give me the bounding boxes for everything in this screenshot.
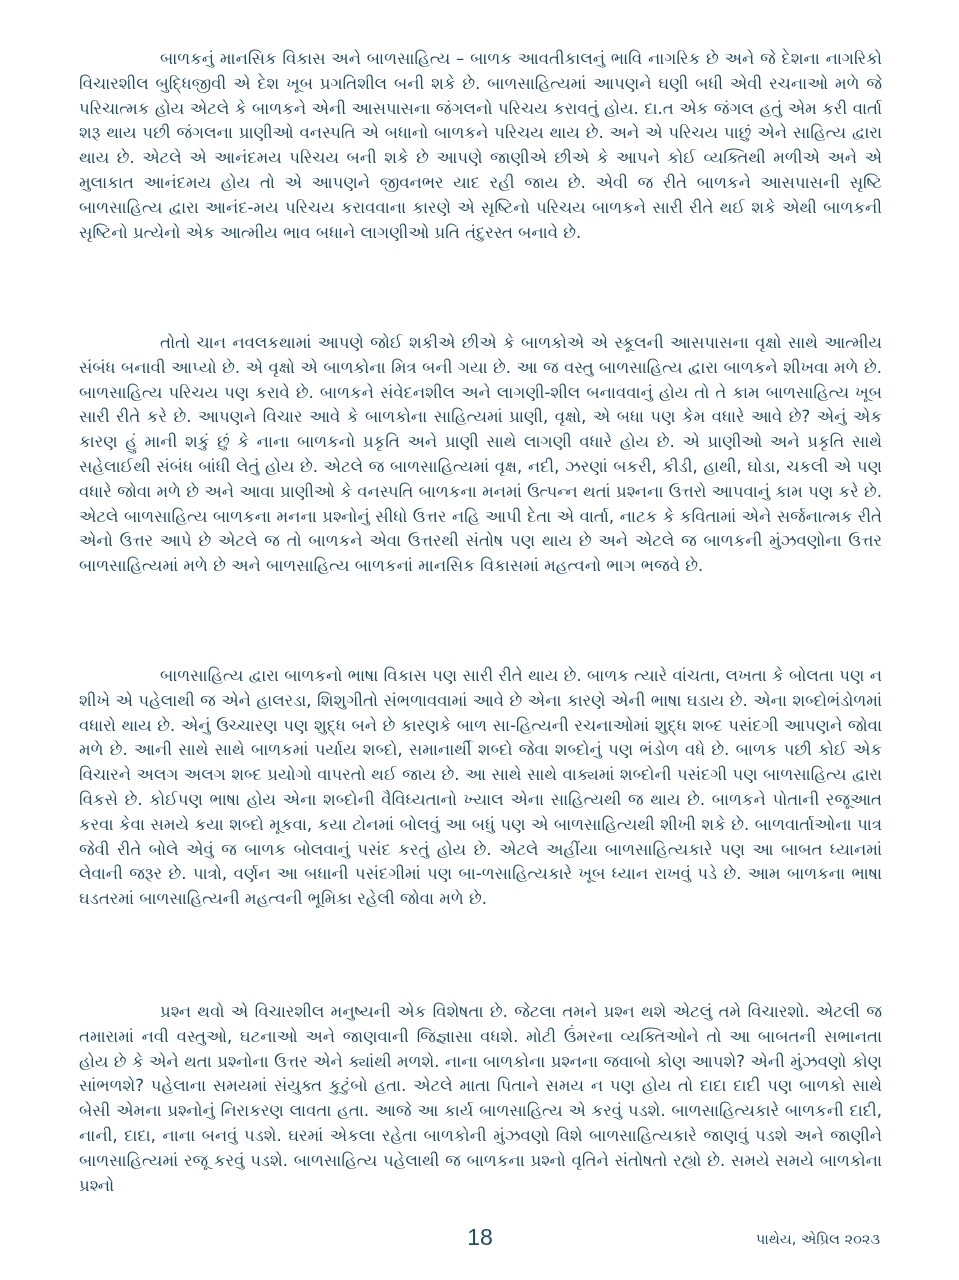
body-paragraph-2: તોતો ચાન નવલકથામાં આપણે જોઈ શકીએ છીએ કે બાળકોએ એ સ્કૂલની આસપાસના વૃક્ષો સાથે આત્મીય સંબંધ બનાવી આપ્યો છે. એ વૃક્ષો એ બાળકોના મિત્ર બની ગયા છે. આ જ વસ્તુ બાળસાહિત્ય દ્વારા બાળકને શીખવા મળે છે. બાળસાહિત્ય પરિચય પણ કરાવે છે. બાળકને સંવેદનશીલ અને લાગણી-શીલ બનાવવાનું હોય તો તે કામ બાળસાહિત્ય ખૂબ સારી રીતે કરે છે. આપણને વિચાર આવે કે બાળકોના સાહિત્યમાં પ્રાણી, વૃક્ષો, એ બધા પણ કેમ વધારે આવે છે? એનું એક કારણ હું માની શકું છું કે નાના બાળકનો પ્રકૃતિ અને પ્રાણી સાથે લાગણી વધારે હોય છે. એ પ્રાણીઓ અને પ્રકૃતિ સાથે સહેલાઈથી સંબંધ બાંધી લેતું હોય છે. એટલે જ બાળસાહિત્યમાં વૃક્ષ, નદી, ઝરણાં બકરી, કીડી, હાથી, ઘોડા, ચકલી એ પણ વધારે જોવા મળે છે અને આવા પ્રાણીઓ કે વનસ્પતિ બાળકના મનમાં ઉત્પન્ન થતાં પ્રશ્નના ઉત્તરો આપવાનું કામ પણ કરે છે. એટલે બાળસાહિત્ય બાળકના મનના પ્રશ્નોનું સીધો ઉત્તર નહિ આપી દેતા એ વાર્તા, નાટક કે કવિતામાં એને સર્જનાત્મક રીતે એનો ઉત્તર આપે છે એટલે જ તો બાળકને એવા ઉત્તરથી સંતોષ પણ થાય છે અને એટલે જ બાળકની મુંઝવણોના ઉત્તર બાળસાહિત્યમાં મળે છે અને બાળસાહિત્ય બાળકનાં માનસિક વિકાસમાં મહત્વનો ભાગ ભજવે છે. (79, 333, 882, 576)
body-paragraph-1: બાળકનું માનસિક વિકાસ અને બાળસાહિત્ય – બાળક આવતીકાલનું ભાવિ નાગરિક છે અને જે દેશના નાગરિકો વિચારશીલ બુદ્ધિજીવી એ દેશ ખૂબ પ્રગતિશીલ બની શકે છે. બાળસાહિત્યમાં આપણને ઘણી બધી એવી રચનાઓ મળે જે પરિચાત્મક હોય એટલે કે બાળકને એની આસપાસના જંગલનો પરિચય કરાવતું હોય. દા.ત એક જંગલ હતું એમ કરી વાર્તા શરૂ થાય પછી જંગલના પ્રાણીઓ વનસ્પતિ એ બધાનો બાળકને પરિચય થાય છે. અને એ પરિચય પાછું એને સાહિત્ય દ્વારા થાય છે. એટલે એ આનંદમય પરિચય બની શકે છે આપણે જાણીએ છીએ કે આપને કોઈ વ્યક્તિથી મળીએ અને એ મુલાકાત આનંદમય હોય તો એ આપણને જીવનભર યાદ રહી જાય છે. એવી જ રીતે બાળકને આસપાસની સૃષ્ટિ બાળસાહિત્ય દ્વારા આનંદ-મય પરિચય કરાવવાના કારણે એ સૃષ્ટિનો પરિચય બાળકને સારી રીતે થઈ શકે એથી બાળકની સૃષ્ટિનો પ્રત્યેનો એક આત્મીય ભાવ બધાને લાગણીઓ પ્રતિ તંદુરસ્ત બનાવે છે. (79, 49, 882, 242)
body-paragraph-4: પ્રશ્ન થવો એ વિચારશીલ મનુષ્યની એક વિશેષતા છે. જેટલા તમને પ્રશ્ન થશે એટલું તમે વિચારશો. એટલી જ તમારામાં નવી વસ્તુઓ, ઘટનાઓ અને જાણવાની જિજ્ઞાસા વધશે. મોટી ઉંમરના વ્યક્તિઓને તો આ બાબતની સભાનતા હોય છે કે એને થતા પ્રશ્નોના ઉત્તર એને ક્યાંથી મળશે. નાના બાળકોના પ્રશ્નના જવાબો કોણ આપશે? એની મુંઝવણો કોણ સાંભળશે? પહેલાના સમયમાં સંયુક્ત કુટુંબો હતા. એટલે માતા પિતાને સમય ન પણ હોય તો દાદા દાદી પણ બાળકો સાથે બેસી એમના પ્રશ્નોનું નિરાકરણ લાવતા હતા. આજે આ કાર્ય બાળસાહિત્ય એ કરવું પડશે. બાળસાહિત્યકારે બાળકની દાદી, નાની, દાદા, નાના બનવું પડશે. ઘરમાં એકલા રહેતા બાળકોની મુંઝવણો વિશે બાળસાહિત્યકારે જાણવું પડશે અને જાણીને બાળસાહિત્યમાં રજૂ કરવું પડશે. બાળસાહિત્ય પહેલાથી જ બાળકના પ્રશ્નો વૃતિને સંતોષતો રહ્યો છે. સમયે સમયે બાળકોના પ્રશ્નો (79, 1002, 882, 1195)
footer-publication-date: પાથેય, એપ્રિલ ૨૦૨૩ (755, 1232, 880, 1248)
body-paragraph-3: બાળસાહિત્ય દ્વારા બાળકનો ભાષા વિકાસ પણ સારી રીતે થાય છે. બાળક ત્યારે વાંચતા, લખતા કે બોલતા પણ ન શીખે એ પહેલાથી જ એને હાલરડા, શિશુગીતો સંભળાવવામાં આવે છે એના કારણે એની ભાષા ઘડાય છે. એના શબ્દોભંડોળમાં વધારો થાય છે. એનું ઉચ્ચારણ પણ શુદ્ધ બને છે કારણકે બાળ સા-હિત્યની રચનાઓમાં શુદ્ધ શબ્દ પસંદગી આપણને જોવા મળે છે. આની સાથે સાથે બાળકમાં પર્યાય શબ્દો, સમાનાર્થી શબ્દો જેવા શબ્દોનું પણ ભંડોળ વધે છે. બાળક પછી કોઈ એક વિચારને અલગ અલગ શબ્દ પ્રયોગો વાપરતો થઈ જાય છે. આ સાથે સાથે વાક્યમાં શબ્દોની પસંદગી પણ બાળસાહિત્ય દ્વારા વિકસે છે. કોઈપણ ભાષા હોય એના શબ્દોની વૈવિધ્યતાનો ખ્યાલ એના સાહિત્યથી જ થાય છે. બાળકને પોતાની રજૂઆત કરવા કેવા સમયે કયા શબ્દો મૂકવા, કયા ટોનમાં બોલવું આ બધું પણ એ બાળસાહિત્યથી શીખી શકે છે. બાળવાર્તાઓના પાત્ર જેવી રીતે બોલે એવું જ બાળક બોલવાનું પસંદ કરતું હોય છે. એટલે અહીંયા બાળસાહિત્યકારે પણ આ બાબત ધ્યાનમાં લેવાની જરૂર છે. પાત્રો, વર્ણન આ બધાની પસંદગીમાં પણ બા-ળસાહિત્યકારે ખૂબ ધ્યાન રાખવું પડે છે. આમ બાળકના ભાષા ઘડતરમાં બાળસાહિત્યની મહત્વની ભૂમિકા રહેલી જોવા મળે છે. (79, 666, 882, 909)
page-number: 18 (467, 1224, 493, 1250)
